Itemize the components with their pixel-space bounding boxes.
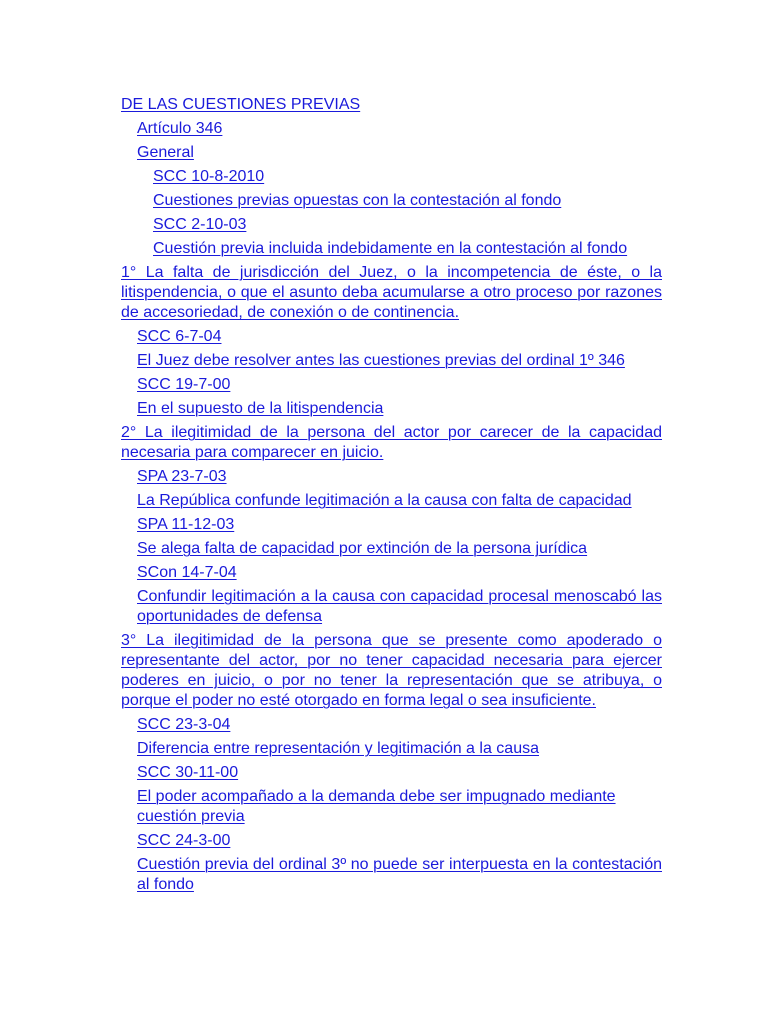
- toc-ruling-link[interactable]: SCon 14-7-04: [137, 564, 237, 581]
- toc-ruling-link[interactable]: SCC 19-7-00: [137, 376, 231, 393]
- toc-general-link[interactable]: General: [137, 144, 194, 161]
- toc-ruling-link[interactable]: SCC 10-8-2010: [153, 168, 265, 185]
- toc-ruling-link[interactable]: SCC 2-10-03: [153, 216, 247, 233]
- toc-article-link[interactable]: Artículo 346: [137, 120, 223, 137]
- toc-ruling-summary-link[interactable]: El Juez debe resolver antes las cuestiones previas del ordinal 1º 346: [137, 352, 625, 369]
- toc-ordinal-2-link[interactable]: 2° La ilegitimidad de la persona del actor por carecer de la capacidad necesaria para comparecer en juicio.: [121, 424, 662, 461]
- toc-ruling-summary-link[interactable]: Diferencia entre representación y legitimación a la causa: [137, 740, 539, 757]
- toc-ruling-link[interactable]: SCC 24-3-00: [137, 832, 231, 849]
- toc-ruling-summary-link[interactable]: La República confunde legitimación a la causa con falta de capacidad: [137, 492, 632, 509]
- toc-ruling-summary-link[interactable]: El poder acompañado a la demanda debe ser impugnado mediante cuestión previa: [137, 788, 616, 825]
- toc-ruling-summary-link[interactable]: Confundir legitimación a la causa con capacidad procesal menoscabó las oportunidades de defensa: [137, 588, 662, 625]
- toc-ruling-summary-link[interactable]: Cuestiones previas opuestas con la contestación al fondo: [153, 192, 562, 209]
- table-of-contents: [121, 95, 662, 899]
- toc-ruling-summary-link[interactable]: En el supuesto de la litispendencia: [137, 400, 384, 417]
- toc-ordinal-1-link[interactable]: 1° La falta de jurisdicción del Juez, o la incompetencia de éste, o la litispendencia, o que el asunto deba acumularse a otro proceso por razones de accesoriedad, de conexión o de continencia.: [121, 264, 662, 321]
- toc-ruling-summary-link[interactable]: Se alega falta de capacidad por extinción de la persona jurídica: [137, 540, 588, 557]
- toc-ordinal-3-link[interactable]: 3° La ilegitimidad de la persona que se presente como apoderado o representante del actor, por no tener capacidad necesaria para ejercer poderes en juicio, o por no tener la representación que se atribuya, o porque el poder no esté otorgado en forma legal o sea insuficiente.: [121, 632, 662, 709]
- toc-section-heading-link[interactable]: DE LAS CUESTIONES PREVIAS: [121, 96, 361, 113]
- toc-ruling-summary-link[interactable]: Cuestión previa incluida indebidamente en la contestación al fondo: [153, 240, 628, 257]
- toc-ruling-link[interactable]: SCC 30-11-00: [137, 764, 239, 781]
- toc-ruling-link[interactable]: SCC 23-3-04: [137, 716, 231, 733]
- toc-ruling-link[interactable]: SPA 23-7-03: [137, 468, 227, 485]
- toc-ruling-link[interactable]: SCC 6-7-04: [137, 328, 222, 345]
- toc-ruling-link[interactable]: SPA 11-12-03: [137, 516, 235, 533]
- toc-ruling-summary-link[interactable]: Cuestión previa del ordinal 3º no puede ser interpuesta en la contestación al fondo: [137, 856, 662, 893]
